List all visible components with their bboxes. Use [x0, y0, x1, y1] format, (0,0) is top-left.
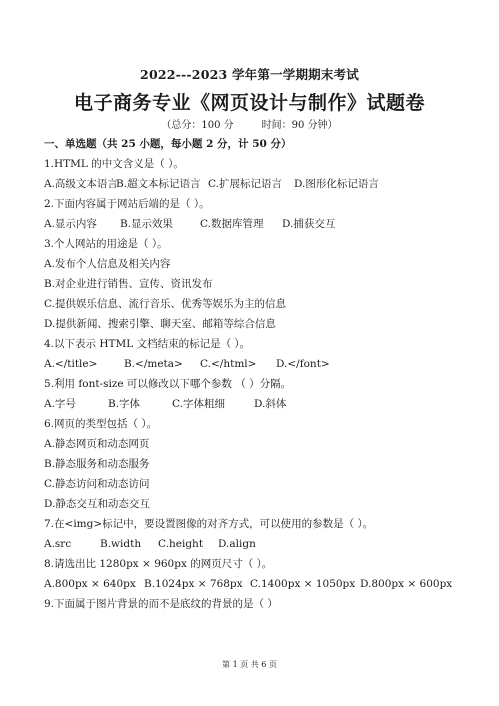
question-stem: 1.HTML 的中文含义是（ ）。 — [44, 158, 184, 170]
section-heading: 一、单选题（共 25 小题，每小题 2 分，计 50 分） — [44, 138, 292, 150]
option: A.发布个人信息及相关内容 — [44, 258, 171, 270]
question-stem: 9.下面属于图片背景的而不是底纹的背景的是（ ） — [44, 598, 278, 610]
option: C.1400px × 1050px — [250, 578, 356, 590]
option: C.字体粗细 — [172, 398, 225, 410]
option: D.800px × 600px — [360, 578, 453, 590]
paper-title: 电子商务专业《网页设计与制作》试题卷 — [73, 92, 425, 114]
option: D.align — [218, 538, 256, 550]
exam-title: 2022---2023 学年第一学期期末考试 — [140, 67, 359, 82]
question-stem: 5.利用 font-size 可以修改以下哪个参数 （ ）分隔。 — [44, 378, 292, 390]
question-options — [44, 177, 379, 191]
option: C.数据库管理 — [200, 218, 264, 230]
question-stem: 6.网页的类型包括（ ）。 — [44, 418, 158, 430]
option: C.静态访问和动态访问 — [44, 478, 150, 490]
option: A.800px × 640px — [44, 578, 136, 590]
option: C.</html> — [200, 358, 257, 370]
option: D.</font> — [276, 358, 330, 370]
page-footer: 第 1 页 共 6 页 — [222, 660, 277, 669]
option: A.字号 — [44, 398, 76, 410]
question-options — [44, 397, 286, 411]
option: A.</title> — [44, 358, 98, 370]
question-options — [44, 537, 256, 551]
option: D.图形化标记语言 — [294, 178, 379, 190]
option: B.width — [100, 538, 142, 550]
question-stem: 7.在<img>标记中，要设置图像的对齐方式，可以使用的参数是（ ）。 — [44, 518, 374, 530]
option: C.height — [158, 538, 204, 550]
time-limit: 时间：90 分钟） — [261, 120, 338, 131]
option: D.静态交互和动态交互 — [44, 498, 150, 510]
question-stem: 2.下面内容属于网站后端的是（ ）。 — [44, 198, 210, 210]
option: B.1024px × 768px — [144, 578, 243, 590]
option: B.</meta> — [124, 358, 183, 370]
option: B.字体 — [108, 398, 141, 410]
option: B.对企业进行销售、宣传、资讯发布 — [44, 278, 213, 290]
option: C.提供娱乐信息、流行音乐、优秀等娱乐为主的信息 — [44, 298, 286, 310]
option: B.超文本标记语言 — [116, 178, 201, 190]
question-stem: 8.请选出比 1280px × 960px 的网页尺寸（ ）。 — [44, 558, 273, 570]
option: A.静态网页和动态网页 — [44, 438, 150, 450]
option: B.显示效果 — [120, 218, 174, 230]
question-options — [44, 577, 452, 591]
option: A.显示内容 — [44, 218, 97, 230]
option: A.高级文本语言 — [44, 178, 118, 190]
exam-info — [0, 116, 499, 131]
question-stem: 4.以下表示 HTML 文档结束的标记是（ ）。 — [44, 338, 251, 350]
option: D.提供新闻、搜索引擎、聊天室、邮箱等综合信息 — [44, 318, 276, 330]
option: D.捕获交互 — [282, 218, 336, 230]
total-score: （总分：100 分 — [161, 120, 234, 131]
option: A.src — [44, 538, 72, 550]
option: D.斜体 — [254, 398, 287, 410]
question-options — [44, 357, 330, 371]
question-stem: 3.个人网站的用途是（ ）。 — [44, 238, 168, 250]
question-options — [44, 217, 335, 231]
option: C.扩展标记语言 — [208, 178, 282, 190]
option: B.静态服务和动态服务 — [44, 458, 150, 470]
